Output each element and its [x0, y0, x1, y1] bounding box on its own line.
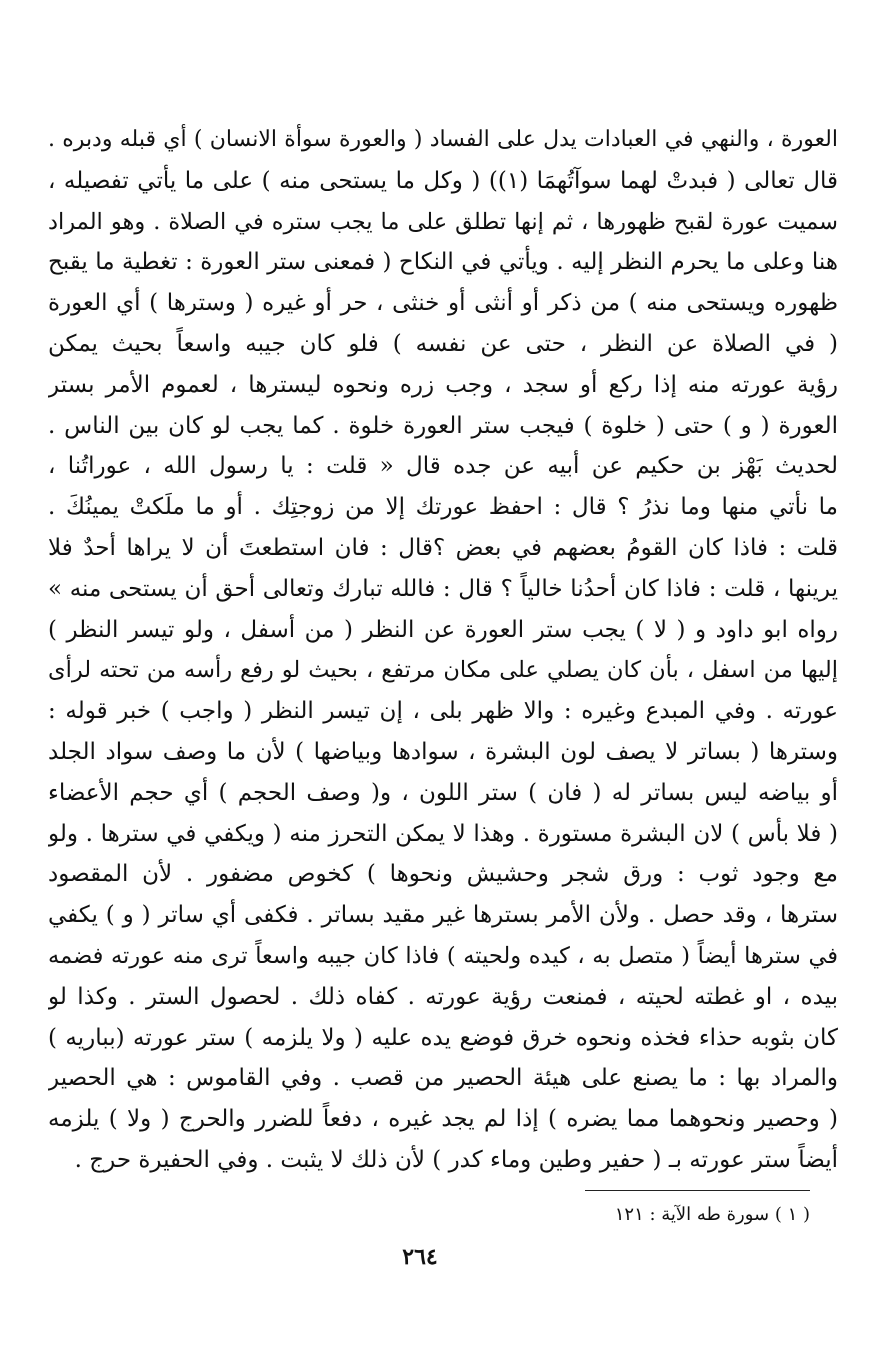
- text-line: هنا وعلى ما يحرم النظر إليه . ويأتي في النكاح ( فمعنى ستر العورة : تغطية ما يقبح: [48, 249, 838, 276]
- text-line: العورة ، والنهي في العبادات يدل على الفساد ( والعورة سوأة الانسان ) أي قبله ودبره .: [48, 127, 838, 152]
- text-line: ظهوره ويستحى منه ) من ذكر أو أنثى أو خنثى ، حر أو غيره ( وسترها ) أي العورة: [48, 290, 838, 317]
- body-text: [48, 120, 838, 1181]
- footnote: ( ١ ) سورة طه الآية : ١٢١: [614, 1204, 810, 1225]
- text-line: بيده ، او غطته لحيته ، فمنعت رؤية عورته . كفاه ذلك . لحصول الستر . وكذا لو: [48, 983, 838, 1010]
- text-line: قال تعالى ( فبدتْ لهما سوآتُهمَا (١)) ( وكل ما يستحى منه ) على ما يأتي تفصيله ،: [48, 167, 838, 194]
- footnote-separator: [585, 1190, 810, 1191]
- text-line: ( فلا بأس ) لان البشرة مستورة . وهذا لا يمكن التحرز منه ( ويكفي في سترها . ولو: [48, 820, 838, 847]
- text-line: وسترها ( بساتر لا يصف لون البشرة ، سوادها وبياضها ) لأن ما وصف سواد الجلد: [48, 738, 838, 765]
- text-line: إليها من اسفل ، بأن كان يصلي على مكان مرتفع ، بحيث لو رفع رأسه من تحته لرأى: [48, 657, 838, 684]
- text-line: عورته . وفي المبدع وغيره : والا ظهر بلى ، إن تيسر النظر ( واجب ) خبر قوله :: [48, 698, 838, 725]
- text-line: أيضاً ستر عورته بـ ( حفير وطين وماء كدر ) لأن ذلك لا يثبت . وفي الحفيرة حرج .: [74, 1146, 838, 1173]
- text-line: سميت عورة لقبح ظهورها ، ثم إنها تطلق على ما يجب ستره في الصلاة . وهو المراد: [48, 208, 838, 235]
- text-line: أو بياضه ليس بساتر له ( فان ) ستر اللون ، و( وصف الحجم ) أي حجم الأعضاء: [48, 779, 838, 806]
- text-line: ( وحصير ونحوهما مما يضره ) إذا لم يجد غيره ، دفعاً للضرر والحرج ( ولا ) يلزمه: [48, 1106, 838, 1133]
- text-line: سترها ، وقد حصل . ولأن الأمر بسترها غير مقيد بساتر . فكفى أي ساتر ( و ) يكفي: [48, 902, 838, 929]
- text-line: والمراد بها : ما يصنع على هيئة الحصير من قصب . وفي القاموس : هي الحصير: [48, 1065, 838, 1092]
- text-line: ( في الصلاة عن النظر ، حتى عن نفسه ) فلو كان جيبه واسعاً بحيث يمكن: [48, 330, 838, 357]
- text-line: ما نأتي منها وما نذرُ ؟ قال : احفظ عورتك إلا من زوجتِك . أو ما ملَكتْ يمينُكَ .: [48, 494, 838, 521]
- text-line: في سترها أيضاً ( متصل به ، كيده ولحيته ) فاذا كان جيبه واسعاً ترى منه عورته فضمه: [48, 942, 838, 969]
- text-line: قلت : فاذا كان القومُ بعضهم في بعض ؟قال : فان استطعتَ أن لا يراها أحدٌ فلا: [48, 534, 838, 561]
- text-line: رواه ابو داود و ( لا ) يجب ستر العورة عن النظر ( من أسفل ، ولو تيسر النظر ): [48, 616, 838, 643]
- text-line: كان بثوبه حذاء فخذه ونحوه خرق فوضع يده عليه ( ولا يلزمه ) ستر عورته (بباريه ): [48, 1024, 838, 1051]
- text-line: يرينها ، قلت : فاذا كان أحدُنا خالياً ؟ قال : فالله تبارك وتعالى أحق أن يستحى منه »: [48, 575, 838, 602]
- page-number: ٢٦٤: [402, 1244, 438, 1270]
- text-line: لحديث بَهْز بن حكيم عن أبيه عن جده قال « قلت : يا رسول الله ، عوراتُنا ،: [48, 453, 838, 480]
- text-line: العورة ( و ) حتى ( خلوة ) فيجب ستر العورة خلوة . كما يجب لو كان بين الناس .: [48, 412, 838, 439]
- text-line: رؤية عورته منه إذا ركع أو سجد ، وجب زره ونحوه ليسترها ، لعموم الأمر بستر: [48, 371, 838, 398]
- text-line: مع وجود ثوب : ورق شجر وحشيش ونحوها ) كخوص مضفور . لأن المقصود: [48, 861, 838, 888]
